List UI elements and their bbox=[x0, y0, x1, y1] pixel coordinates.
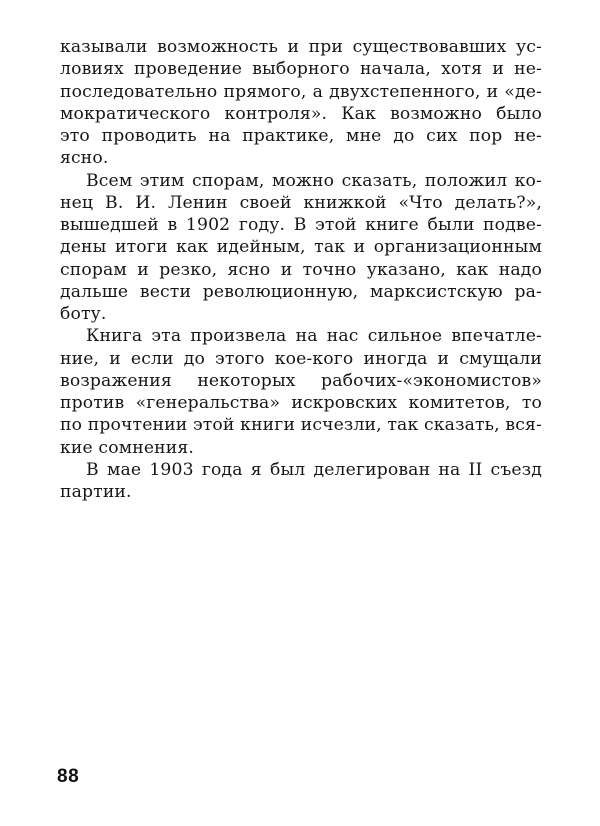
text-line: дены итоги как идейным, так и организационным bbox=[60, 237, 542, 258]
text-line: Книга эта произвела на нас сильное впечатле- bbox=[86, 326, 542, 347]
text-line: ловиях проведение выборного начала, хотя и не- bbox=[60, 59, 542, 80]
paragraph-4 bbox=[60, 459, 542, 504]
paragraph-3 bbox=[60, 325, 542, 459]
text-line: против «генеральства» искровских комитетов, то bbox=[60, 393, 542, 413]
text-line: кие сомнения. bbox=[60, 437, 194, 458]
body-text bbox=[60, 36, 542, 503]
text-line: Всем этим спорам, можно сказать, положил ко- bbox=[86, 170, 542, 191]
text-line: боту. bbox=[60, 304, 107, 324]
text-line: спорам и резко, ясно и точно указано, как надо bbox=[60, 259, 542, 280]
text-line: ясно. bbox=[60, 148, 109, 169]
text-line: дальше вести революционную, марксистскую ра- bbox=[60, 281, 542, 302]
text-line: казывали возможность и при существовавших ус- bbox=[60, 37, 542, 57]
paragraph-2 bbox=[60, 170, 542, 326]
text-line: ние, и если до этого кое-кого иногда и смущали bbox=[60, 348, 542, 369]
text-line: вышедшей в 1902 году. В этой книге были подве- bbox=[60, 215, 542, 235]
text-line: последовательно прямого, а двухстепенного, и «де- bbox=[60, 81, 542, 102]
text-line: мократического контроля». Как возможно было bbox=[60, 103, 542, 124]
text-line: по прочтении этой книги исчезли, так сказать, вся- bbox=[60, 415, 542, 436]
paragraph-1 bbox=[60, 36, 542, 170]
text-line: партии. bbox=[60, 482, 132, 502]
text-line: это проводить на практике, мне до сих пор не- bbox=[60, 126, 542, 146]
text-line: В мае 1903 года я был делегирован на II съезд bbox=[86, 459, 542, 480]
page-number: 88 bbox=[57, 766, 80, 787]
text-line: возражения некоторых рабочих-«экономистов» bbox=[60, 370, 542, 391]
text-line: нец В. И. Ленин своей книжкой «Что делать?», bbox=[60, 192, 542, 213]
